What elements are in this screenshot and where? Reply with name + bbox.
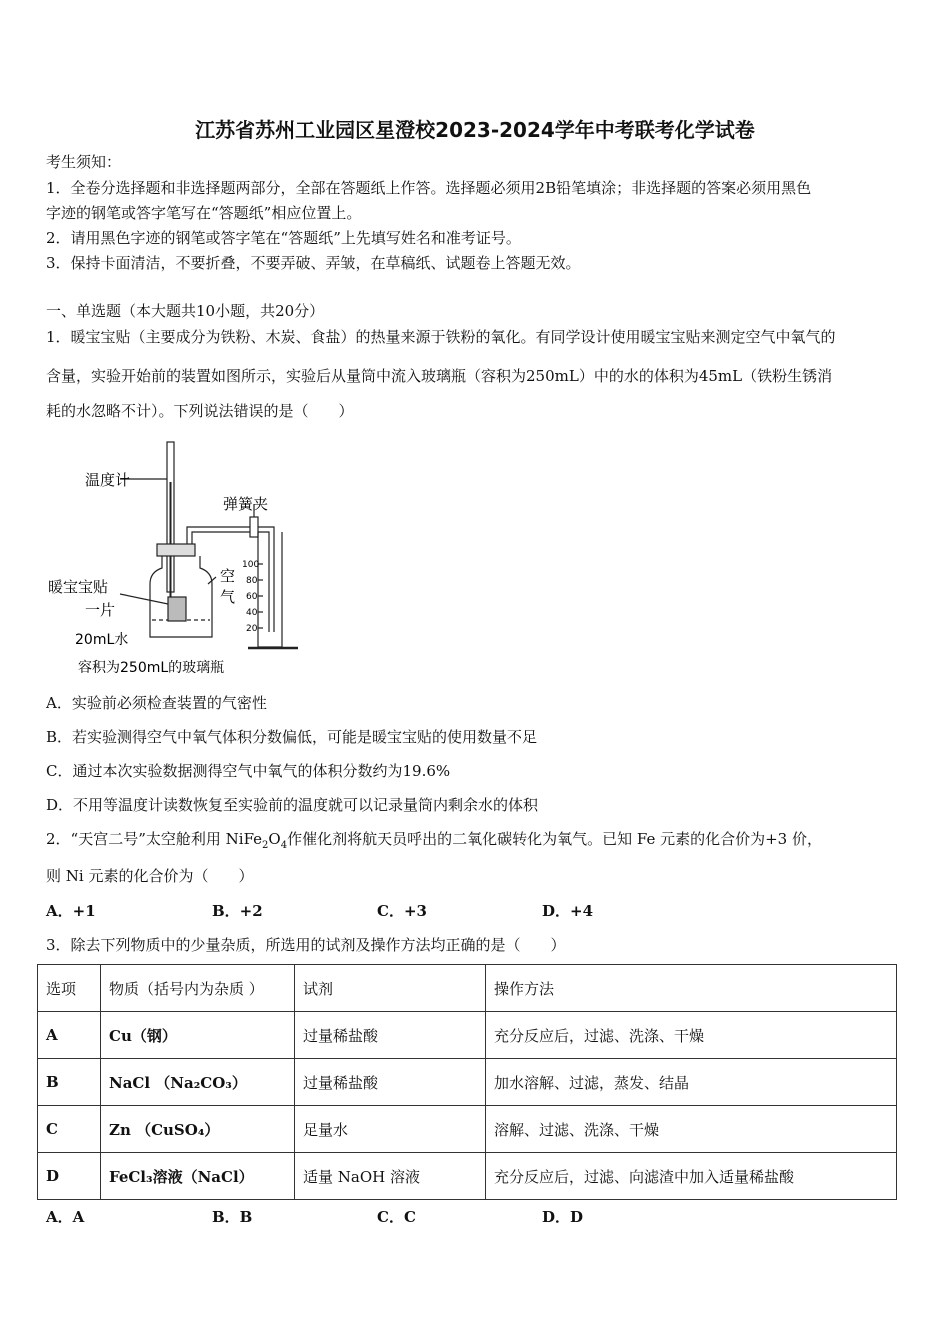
q1-option-d: D．不用等温度计读数恢复至实验前的温度就可以记录量筒内剩余水的体积 (46, 796, 539, 814)
table-cell: FeCl₃溶液（NaCl） (101, 1153, 295, 1200)
q1-option-a: A．实验前必须检查装置的气密性 (46, 694, 267, 712)
q1-option-c: C．通过本次实验数据测得空气中氧气的体积分数约为19.6% (46, 762, 451, 780)
q2-option-a: A．+1 (46, 902, 96, 920)
label-pad-2: 一片 (85, 601, 116, 619)
impurity-table (37, 964, 897, 1200)
label-air-1: 空 (220, 567, 236, 585)
table-header-row (38, 965, 897, 1012)
table-cell: D (38, 1153, 101, 1200)
table-cell: 充分反应后，过滤、向滤渣中加入适量稀盐酸 (486, 1153, 897, 1200)
section-heading: 一、单选题（本大题共10小题，共20分） (46, 302, 325, 320)
q2-option-d: D．+4 (542, 902, 594, 920)
table-cell: A (38, 1012, 101, 1059)
q2-option-c: C．+3 (377, 902, 427, 920)
scale-20: 20 (246, 624, 258, 634)
table-cell: 过量稀盐酸 (295, 1059, 486, 1106)
table-cell: Zn （CuSO₄） (101, 1106, 295, 1153)
scale-40: 40 (246, 608, 258, 618)
scale-100: 100 (242, 560, 260, 570)
table-header: 选项 (38, 965, 101, 1012)
table-cell: NaCl （Na₂CO₃） (101, 1059, 295, 1106)
table-header: 试剂 (295, 965, 486, 1012)
q3-option-b: B．B (212, 1208, 253, 1226)
q3-line1: 3．除去下列物质中的少量杂质，所选用的试剂及操作方法均正确的是（ ） (46, 936, 566, 954)
table-cell: 溶解、过滤、洗涤、干燥 (486, 1106, 897, 1153)
page-title: 江苏省苏州工业园区星澄校2023-2024学年中考联考化学试卷 (195, 118, 755, 142)
label-thermometer: 温度计 (85, 471, 131, 489)
label-air-2: 气 (220, 588, 236, 606)
table-cell: C (38, 1106, 101, 1153)
q3-option-d: D．D (542, 1208, 584, 1226)
graduated-cylinder-icon (258, 532, 282, 647)
table-row (38, 1059, 897, 1106)
label-water: 20mL水 (75, 632, 129, 648)
table-row (38, 1153, 897, 1200)
table-cell: 加水溶解、过滤，蒸发、结晶 (486, 1059, 897, 1106)
table-row (38, 1012, 897, 1059)
q2-line2: 则 Ni 元素的化合价为（ ） (46, 867, 254, 885)
notice-item-2: 2．请用黑色字迹的钢笔或答字笔在“答题纸”上先填写姓名和准考证号。 (46, 229, 521, 247)
table-cell: 足量水 (295, 1106, 486, 1153)
clip-icon (250, 517, 258, 537)
table-header: 物质（括号内为杂质 ） (101, 965, 295, 1012)
q1-line1: 1．暖宝宝贴（主要成分为铁粉、木炭、食盐）的热量来源于铁粉的氧化。有同学设计使用暖宝宝贴来测定空气中氧气的 (46, 328, 836, 346)
scale-80: 80 (246, 576, 258, 586)
q1-option-b: B．若实验测得空气中氧气体积分数偏低，可能是暖宝宝贴的使用数量不足 (46, 728, 538, 746)
q1-line3: 耗的水忽略不计）。下列说法错误的是（ ） (46, 402, 354, 420)
notice-item-3: 3．保持卡面清洁，不要折叠，不要弄破、弄皱，在草稿纸、试题卷上答题无效。 (46, 254, 581, 272)
table-cell: B (38, 1059, 101, 1106)
label-bottle: 容积为250mL的玻璃瓶 (78, 660, 225, 676)
table-cell: 适量 NaOH 溶液 (295, 1153, 486, 1200)
q3-option-a: A．A (46, 1208, 85, 1226)
q3-option-c: C．C (377, 1208, 416, 1226)
q2-line1: 2．“天宫二号”太空舱利用 $NiFe_2O_4$作催化剂将航天员呼出的二氧化碳转化为氧气。已知 Fe 元素的化合价为+3 价， (46, 830, 822, 851)
scale-60: 60 (246, 592, 258, 602)
notice-item-1b: 字迹的钢笔或答字笔写在“答题纸”相应位置上。 (46, 204, 362, 222)
table-cell: 过量稀盐酸 (295, 1012, 486, 1059)
heat-pad-icon (168, 597, 186, 621)
notice-heading: 考生须知： (46, 153, 122, 171)
label-clip: 弹簧夹 (223, 495, 269, 513)
table-cell: 充分反应后，过滤、洗涤、干燥 (486, 1012, 897, 1059)
label-pad-1: 暖宝宝贴 (48, 578, 109, 596)
q1-line2: 含量，实验开始前的装置如图所示，实验后从量筒中流入玻璃瓶（容积为250mL）中的水的体积为45mL（铁粉生锈消 (46, 367, 833, 385)
table-row (38, 1106, 897, 1153)
apparatus-figure (40, 432, 320, 682)
q2-option-b: B．+2 (212, 902, 263, 920)
table-header: 操作方法 (486, 965, 897, 1012)
table-cell: Cu（钢） (101, 1012, 295, 1059)
notice-item-1a: 1．全卷分选择题和非选择题两部分，全部在答题纸上作答。选择题必须用2B铅笔填涂；非选择题的答案必须用黑色 (46, 179, 812, 197)
